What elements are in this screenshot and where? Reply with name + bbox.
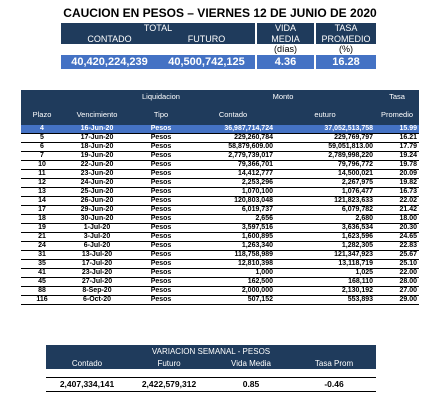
cell-futuro: 59,051,813.00: [275, 143, 375, 152]
cell-plazo: 41: [21, 269, 63, 278]
summary-total-header: TOTAL: [61, 23, 255, 34]
summary-tasa-header: TASA: [316, 23, 376, 34]
table-row: [21, 278, 419, 287]
variacion-vida-value: 0.85: [210, 377, 292, 391]
cell-contado: 2,779,739,017: [191, 152, 275, 161]
cell-futuro: 2,267,975: [275, 179, 375, 188]
cell-futuro: 13,118,719: [275, 260, 375, 269]
cell-tipo: Pesos: [131, 215, 191, 224]
cell-tipo: Pesos: [131, 134, 191, 143]
table-row: [21, 287, 419, 296]
cell-contado: 1,000: [191, 269, 275, 278]
cell-plazo: 14: [21, 197, 63, 206]
cell-vencimiento: 27-Jul-20: [63, 278, 131, 287]
cell-plazo: 21: [21, 233, 63, 242]
cell-futuro: 1,623,596: [275, 233, 375, 242]
cell-tasa: 27.00: [375, 287, 419, 296]
cell-tasa: 16.21: [375, 134, 419, 143]
cell-tasa: 28.00: [375, 278, 419, 287]
cell-plazo: 24: [21, 242, 63, 251]
variacion-vida-header: Vida Media: [210, 357, 292, 369]
cell-tasa: 24.65: [375, 233, 419, 242]
cell-vencimiento: 26-Jun-20: [63, 197, 131, 206]
cell-plazo: 12: [21, 179, 63, 188]
table-row: [21, 242, 419, 251]
cell-tasa: 25.10: [375, 260, 419, 269]
cell-vencimiento: 18-Jun-20: [63, 143, 131, 152]
variacion-futuro-header: Futuro: [128, 357, 210, 369]
cell-plazo: 19: [21, 224, 63, 233]
cell-tipo: Pesos: [131, 242, 191, 251]
cell-vencimiento: 3-Jul-20: [63, 233, 131, 242]
cell-plazo: 17: [21, 206, 63, 215]
table-row: [21, 188, 419, 197]
cell-plazo: 13: [21, 188, 63, 197]
cell-plazo: 10: [21, 161, 63, 170]
cell-contado: 3,597,516: [191, 224, 275, 233]
variacion-tasa-value: -0.46: [292, 377, 376, 391]
table-row: [21, 179, 419, 188]
cell-tipo: Pesos: [131, 224, 191, 233]
cell-futuro: 229,769,797: [275, 134, 375, 143]
cell-tasa: 22.00: [375, 269, 419, 278]
header-tipo: Tipo: [131, 103, 191, 125]
cell-tipo: Pesos: [131, 170, 191, 179]
cell-tasa: 18.00: [375, 215, 419, 224]
cell-plazo: 116: [21, 296, 63, 305]
table-row: [21, 233, 419, 242]
header-contado: Contado: [191, 103, 275, 125]
header-plazo: Plazo: [21, 103, 63, 125]
table-row: [21, 143, 419, 152]
summary-table: [61, 23, 376, 69]
cell-contado: 507,152: [191, 296, 275, 305]
cell-vencimiento: 30-Jun-20: [63, 215, 131, 224]
variacion-table: [46, 345, 376, 392]
summary-vida-value: 4.36: [257, 55, 314, 69]
cell-contado: 12,810,398: [191, 260, 275, 269]
variacion-title: VARIACION SEMANAL - PESOS: [46, 345, 376, 357]
header-tasa: Tasa: [375, 90, 419, 103]
table-row: [21, 170, 419, 179]
cell-contado: 2,656: [191, 215, 275, 224]
cell-tipo: Pesos: [131, 260, 191, 269]
cell-tasa: 22.83: [375, 242, 419, 251]
cell-futuro: 553,893: [275, 296, 375, 305]
cell-plazo: 45: [21, 278, 63, 287]
cell-tasa: 21.42: [375, 206, 419, 215]
cell-vencimiento: 19-Jun-20: [63, 152, 131, 161]
cell-tipo: Pesos: [131, 125, 191, 134]
cell-tipo: Pesos: [131, 152, 191, 161]
table-row: [21, 125, 419, 134]
cell-tasa: 29.00: [375, 296, 419, 305]
cell-plazo: 18: [21, 215, 63, 224]
cell-contado: 2,000,000: [191, 287, 275, 296]
cell-plazo: 35: [21, 260, 63, 269]
cell-plazo: 6: [21, 143, 63, 152]
cell-contado: 1,600,895: [191, 233, 275, 242]
cell-tasa: 19.82: [375, 179, 419, 188]
page-title: CAUCION EN PESOS – VIERNES 12 DE JUNIO DE 2020: [63, 6, 377, 20]
header-promedio: Promedio: [375, 103, 419, 125]
summary-promedio-header: PROMEDIO: [316, 34, 376, 45]
cell-vencimiento: 23-Jul-20: [63, 269, 131, 278]
cell-tipo: Pesos: [131, 206, 191, 215]
variacion-futuro-value: 2,422,579,312: [128, 377, 210, 391]
table-row: [21, 206, 419, 215]
table-row: [21, 152, 419, 161]
cell-futuro: 37,052,513,758: [275, 125, 375, 134]
cell-contado: 1,070,100: [191, 188, 275, 197]
cell-tipo: Pesos: [131, 296, 191, 305]
summary-pct-unit: (%): [316, 44, 376, 55]
cell-contado: 162,500: [191, 278, 275, 287]
cell-contado: 1,263,340: [191, 242, 275, 251]
cell-tasa: 17.79: [375, 143, 419, 152]
cell-futuro: 3,636,534: [275, 224, 375, 233]
cell-futuro: 2,680: [275, 215, 375, 224]
caucion-table: [21, 90, 419, 305]
cell-contado: 58,879,609.00: [191, 143, 275, 152]
cell-plazo: 5: [21, 134, 63, 143]
variacion-tasa-header: Tasa Prom: [292, 357, 376, 369]
cell-contado: 120,803,048: [191, 197, 275, 206]
cell-vencimiento: 6-Jul-20: [63, 242, 131, 251]
cell-contado: 79,366,701: [191, 161, 275, 170]
cell-tasa: 15.99: [375, 125, 419, 134]
cell-plazo: 4: [21, 125, 63, 134]
cell-futuro: 2,789,998,220: [275, 152, 375, 161]
cell-contado: 6,019,737: [191, 206, 275, 215]
cell-contado: 14,412,777: [191, 170, 275, 179]
header-vencimiento: Vencimiento: [63, 103, 131, 125]
cell-vencimiento: 23-Jun-20: [63, 170, 131, 179]
cell-plazo: 88: [21, 287, 63, 296]
header-liquidacion: Liquidacion: [131, 90, 191, 103]
cell-vencimiento: 17-Jun-20: [63, 134, 131, 143]
cell-tipo: Pesos: [131, 251, 191, 260]
summary-tasa-value: 16.28: [316, 55, 376, 69]
cell-vencimiento: 6-Oct-20: [63, 296, 131, 305]
cell-contado: 118,758,989: [191, 251, 275, 260]
table-row: [21, 224, 419, 233]
cell-contado: 229,260,784: [191, 134, 275, 143]
cell-tipo: Pesos: [131, 287, 191, 296]
cell-futuro: 2,130,192: [275, 287, 375, 296]
cell-tasa: 22.02: [375, 197, 419, 206]
cell-vencimiento: 17-Jul-20: [63, 260, 131, 269]
cell-futuro: 14,500,021: [275, 170, 375, 179]
cell-tipo: Pesos: [131, 161, 191, 170]
cell-vencimiento: 29-Jun-20: [63, 206, 131, 215]
cell-futuro: 121,347,923: [275, 251, 375, 260]
cell-vencimiento: 1-Jul-20: [63, 224, 131, 233]
cell-tipo: Pesos: [131, 278, 191, 287]
cell-tipo: Pesos: [131, 188, 191, 197]
cell-futuro: 1,076,477: [275, 188, 375, 197]
cell-tasa: 20.09: [375, 170, 419, 179]
cell-vencimiento: 13-Jul-20: [63, 251, 131, 260]
variacion-contado-value: 2,407,334,141: [46, 377, 128, 391]
cell-plazo: 31: [21, 251, 63, 260]
summary-contado-header: CONTADO: [61, 34, 158, 45]
summary-futuro-header: FUTURO: [158, 34, 255, 45]
table-row: [21, 161, 419, 170]
cell-vencimiento: 22-Jun-20: [63, 161, 131, 170]
cell-vencimiento: 8-Sep-20: [63, 287, 131, 296]
cell-futuro: 79,796,772: [275, 161, 375, 170]
cell-plazo: 7: [21, 152, 63, 161]
table-row: [21, 197, 419, 206]
table-row: [21, 296, 419, 305]
cell-futuro: 121,823,633: [275, 197, 375, 206]
header-futuro: euturo: [275, 103, 375, 125]
summary-dias-unit: (días): [257, 44, 314, 55]
table-row: [21, 251, 419, 260]
cell-tipo: Pesos: [131, 197, 191, 206]
cell-tasa: 19.78: [375, 161, 419, 170]
cell-vencimiento: 16-Jun-20: [63, 125, 131, 134]
cell-tasa: 25.67: [375, 251, 419, 260]
cell-tasa: 20.30: [375, 224, 419, 233]
summary-vida-header: VIDA: [257, 23, 314, 34]
table-row: [21, 260, 419, 269]
table-row: [21, 269, 419, 278]
header-monto: Monto: [191, 90, 375, 103]
cell-futuro: 168,110: [275, 278, 375, 287]
summary-contado-value: 40,420,224,239: [61, 55, 158, 69]
cell-futuro: 1,025: [275, 269, 375, 278]
summary-futuro-value: 40,500,742,125: [158, 55, 255, 69]
cell-tipo: Pesos: [131, 179, 191, 188]
cell-contado: 36,987,714,724: [191, 125, 275, 134]
variacion-contado-header: Contado: [46, 357, 128, 369]
cell-vencimiento: 25-Jun-20: [63, 188, 131, 197]
cell-vencimiento: 24-Jun-20: [63, 179, 131, 188]
summary-media-header: MEDIA: [257, 34, 314, 45]
cell-tipo: Pesos: [131, 233, 191, 242]
cell-plazo: 11: [21, 170, 63, 179]
cell-tipo: Pesos: [131, 269, 191, 278]
table-row: [21, 215, 419, 224]
cell-tasa: 16.73: [375, 188, 419, 197]
cell-futuro: 1,282,305: [275, 242, 375, 251]
table-row: [21, 134, 419, 143]
cell-tasa: 19.24: [375, 152, 419, 161]
cell-futuro: 6,079,782: [275, 206, 375, 215]
cell-contado: 2,253,296: [191, 179, 275, 188]
cell-tipo: Pesos: [131, 143, 191, 152]
